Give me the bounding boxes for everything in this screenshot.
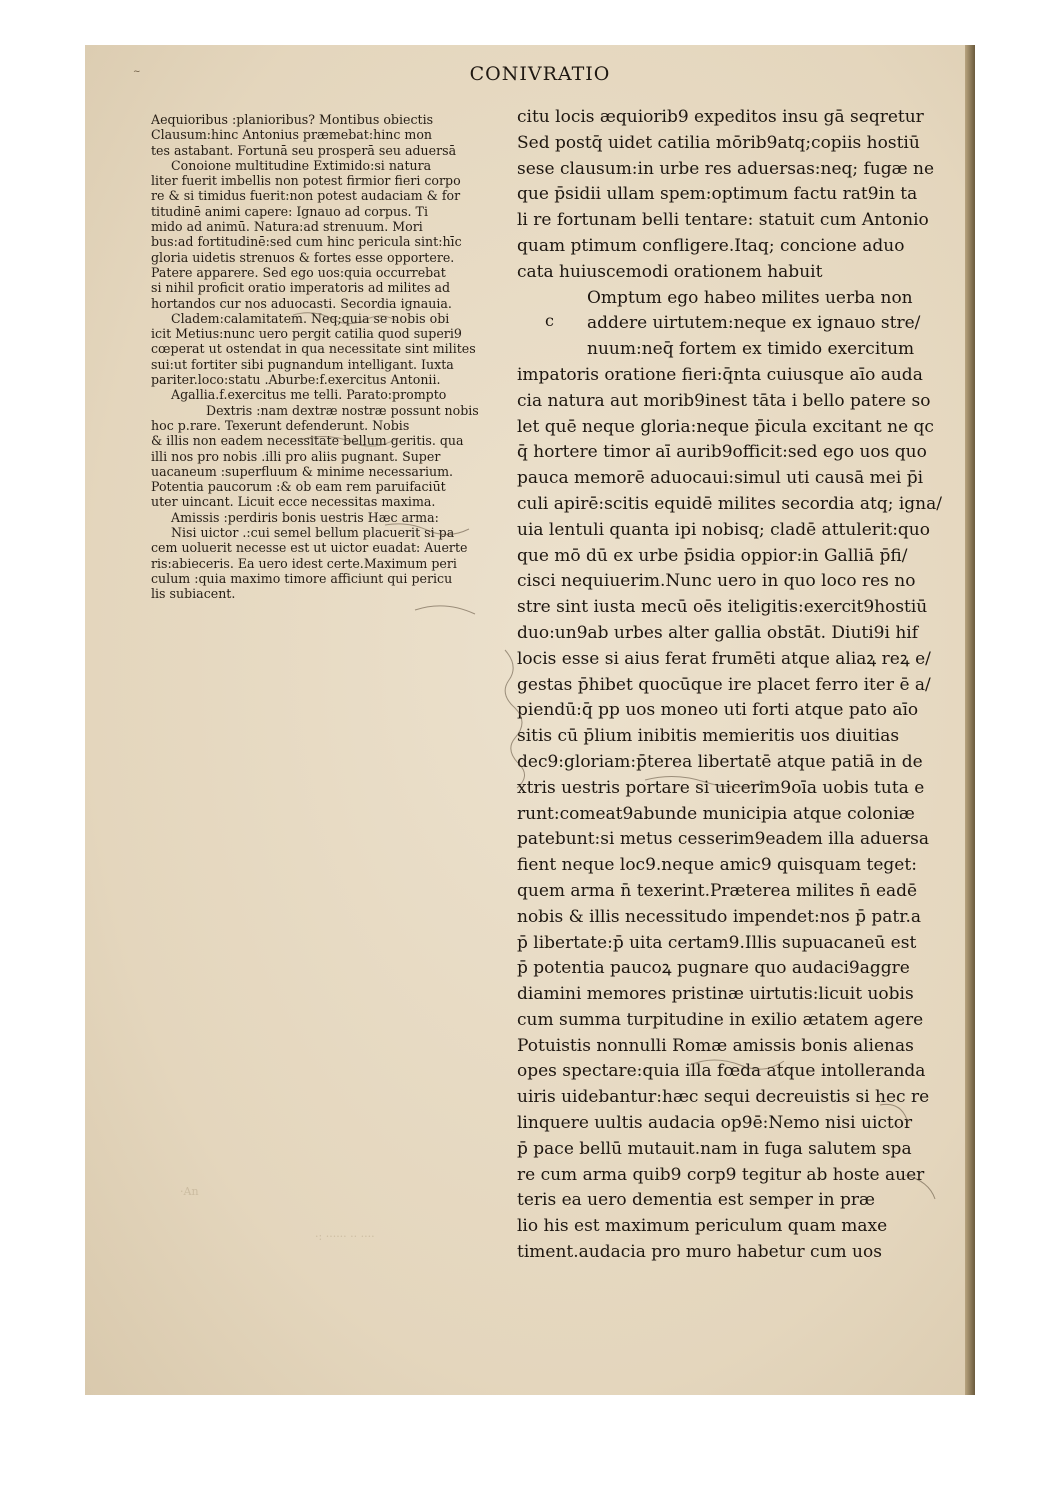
commentary-line: lis subiacent. — [151, 586, 236, 602]
text-line: li re fortunam belli tentare: statuit cum Antonio — [517, 210, 929, 231]
text-line: runt:comeat9abunde municipia atque coloniæ — [517, 803, 915, 824]
commentary-line: Nisi uictor .:cui semel bellum placuerit si pa — [171, 525, 455, 541]
text-line: opes spectare:quia illa fœda atque intolleranda — [517, 1061, 926, 1082]
text-line: quem arma n̄ texerint.Præterea milites n̄ eadē — [517, 880, 918, 901]
commentary-line: Agallia.f.exercitus me telli. Parato:prompto — [171, 387, 447, 403]
commentary-column — [151, 112, 516, 602]
text-line: nobis & illis necessitudo impendet:nos p̄ patr.a — [517, 906, 922, 927]
text-line: Sed postq̄ uidet catilia mōrib9atq;copiis hostiū — [517, 132, 920, 153]
commentary-line: si nihil proficit oratio imperatoris ad milites ad — [151, 280, 451, 296]
text-line: p̄ pace bellū mutauit.nam in fuga salutem spa — [517, 1138, 912, 1159]
commentary-line: illi nos pro nobis .illi pro aliis pugnant. Super — [151, 448, 441, 464]
ink-speck: ~ — [133, 67, 141, 77]
commentary-line: sui:ut fortiter sibi pugnandum intelligant. Iuxta — [151, 356, 454, 372]
text-line: piendū:q̄ pp uos moneo uti forti atque pato aīo — [517, 700, 919, 721]
text-line: sese clausum:in urbe res aduersas:neq; fugæ ne — [517, 158, 935, 179]
commentary-line: Potentia paucorum :& ob eam rem paruifaciūt — [151, 479, 446, 495]
commentary-line: Cladem:calamitatem. Neq;quia se nobis obi — [171, 310, 450, 326]
text-line: cata huiuscemodi orationem habuit — [517, 261, 823, 282]
commentary-line: Amissis :perdiris bonis uestris Hæc arma: — [171, 509, 439, 525]
text-line: quam ptimum confligere.Itaq; concione aduo — [517, 235, 905, 256]
commentary-line: pariter.loco:statu .Aburbe:f.exercitus Antonii. — [151, 372, 441, 388]
text-line: uiris uidebantur:hæc sequi decreuistis si hec re — [517, 1087, 930, 1108]
text-line: cum summa turpitudine in exilio ætatem agere — [517, 1009, 924, 1030]
text-line: uia lentuli quanta ipi nobisq; cladē attulerit:quo — [517, 519, 930, 540]
text-line: duo:un9ab urbes alter gallia obstāt. Diuti9i hif — [517, 622, 919, 643]
text-line: diamini memores pristinæ uirtutis:licuit uobis — [517, 984, 914, 1005]
text-line: nuum:neq̄ fortem ex timido exercitum — [587, 339, 915, 360]
commentary-line: tes astabant. Fortunā seu prosperā seu aduersā — [151, 142, 457, 158]
commentary-line: Patere apparere. Sed ego uos:quia occurrebat — [151, 264, 446, 280]
text-line: lio his est maximum periculum quam maxe — [517, 1216, 888, 1237]
page-binding-edge — [965, 45, 975, 1395]
commentary-line: cem uoluerit necesse est ut uictor euadat: Auerte — [151, 540, 468, 556]
commentary-line: hoc p.rare. Texerunt defenderunt. Nobis — [151, 417, 410, 433]
text-line: Omptum ego habeo milites uerba non — [587, 287, 913, 308]
text-line: sitis cū p̄lium inibitis memieritis uos diuitias — [517, 726, 900, 747]
commentary-line: mido ad animū. Natura:ad strenuum. Mori — [151, 219, 423, 235]
text-line: citu locis æquiorib9 expeditos insu gā seqretur — [517, 107, 924, 127]
commentary-line: Aequioribus :planioribus? Montibus obiectis — [151, 112, 434, 127]
text-line: patebunt:si metus cesserim9eadem illa aduersa — [517, 829, 930, 850]
text-line: teris ea uero dementia est semper in præ — [517, 1190, 876, 1211]
bleed-through-text: ·: ······ ·· ···· — [315, 1230, 375, 1243]
commentary-line: & illis non eadem necessitate bellum geritis. qua — [151, 433, 464, 449]
commentary-line: gloria uidetis strenuos & fortes esse opportere. — [151, 249, 455, 265]
margin-letter: c — [545, 311, 554, 330]
commentary-line: Dextris :nam dextræ nostræ possunt nobis — [206, 402, 479, 418]
commentary-line: re & si timidus fuerit:non potest audaciam & for — [151, 188, 461, 204]
text-line: pauca memorē aduocaui:simul uti causā mei p̄i — [517, 468, 924, 489]
manuscript-page — [85, 45, 975, 1395]
text-line: impatoris oratione fieri:q̄nta cuiusque aīo auda — [517, 364, 923, 385]
commentary-line: cœperat ut ostendat in qua necessitate sint milites — [151, 341, 476, 357]
commentary-line: ris:abieceris. Ea uero idest certe.Maximum peri — [151, 555, 457, 571]
text-line: p̄ libertate:p̄ uita certam9.Illis supuacaneū est — [517, 932, 917, 953]
text-line: locis esse si aius ferat frumēti atque aliaꝝ reꝝ e/ — [517, 648, 931, 669]
text-line: p̄ potentia paucoꝝ pugnare quo audaci9aggre — [517, 958, 910, 979]
main-text-column — [517, 105, 947, 1266]
text-line: stre sint iusta mecū oēs iteligitis:exercit9hostiū — [517, 597, 928, 618]
commentary-line: bus:ad fortitudinē:sed cum hinc pericula sint:hīc — [151, 234, 462, 250]
text-line: Potuistis nonnulli Romæ amissis bonis alienas — [517, 1035, 914, 1056]
text-line: dec9:gloriam:p̄terea libertatē atque patiā in de — [517, 751, 923, 772]
text-line: que p̄sidii ullam spem:optimum factu rat9in ta — [517, 184, 918, 205]
text-line: que mō dū ex urbe p̄sidia oppior:in Galliā p̄fi/ — [517, 545, 908, 566]
commentary-line: liter fuerit imbellis non potest firmior fieri corpo — [151, 173, 461, 189]
commentary-line: uacaneum :superfluum & minime necessarium. — [151, 463, 454, 479]
text-line: fient neque loc9.neque amic9 quisquam teget: — [517, 855, 917, 876]
text-line: culi apirē:scitis equidē milites secordia atq; igna/ — [517, 493, 942, 514]
commentary-line: culum :quia maximo timore afficiunt qui pericu — [151, 570, 453, 586]
text-line: gestas p̄hibet quocūque ire placet ferro iter ē a/ — [517, 674, 931, 695]
text-line: timent.audacia pro muro habetur cum uos — [517, 1242, 882, 1263]
commentary-line: uter uincant. Licuit ecce necessitas maxima. — [151, 494, 436, 510]
text-line: linquere uultis audacia op9ē:Nemo nisi uictor — [517, 1113, 913, 1134]
scribble-mark — [415, 606, 475, 614]
text-line: q̄ hortere timor aī aurib9officit:sed ego uos quo — [517, 442, 927, 463]
commentary-line: icit Metius:nunc uero pergit catilia quod superi9 — [151, 326, 462, 342]
commentary-line: Conoione multitudine Extimido:si natura — [171, 157, 432, 173]
text-line: addere uirtutem:neque ex ignauo stre/ — [587, 313, 921, 334]
text-line: let quē neque gloria:neque p̄icula excitant ne qc — [517, 416, 934, 437]
bleed-through-text: ·An — [180, 1185, 199, 1198]
running-header: CONIVRATIO — [469, 63, 611, 85]
text-line: cisci nequiuerim.Nunc uero in quo loco res no — [517, 571, 916, 592]
text-line: xtris uestris portare si uicerim9oīa uobis tuta e — [517, 777, 925, 798]
commentary-line: Clausum:hinc Antonius præmebat:hinc mon — [151, 127, 433, 143]
text-line: cia natura aut morib9inest tāta i bello patere so — [517, 390, 931, 411]
text-line: re cum arma quib9 corp9 tegitur ab hoste auer — [517, 1164, 925, 1185]
commentary-line: titudinē animi capere: Ignauo ad corpus. Ti — [151, 203, 428, 219]
commentary-line: hortandos cur nos aduocasti. Secordia ignauia. — [151, 295, 452, 311]
